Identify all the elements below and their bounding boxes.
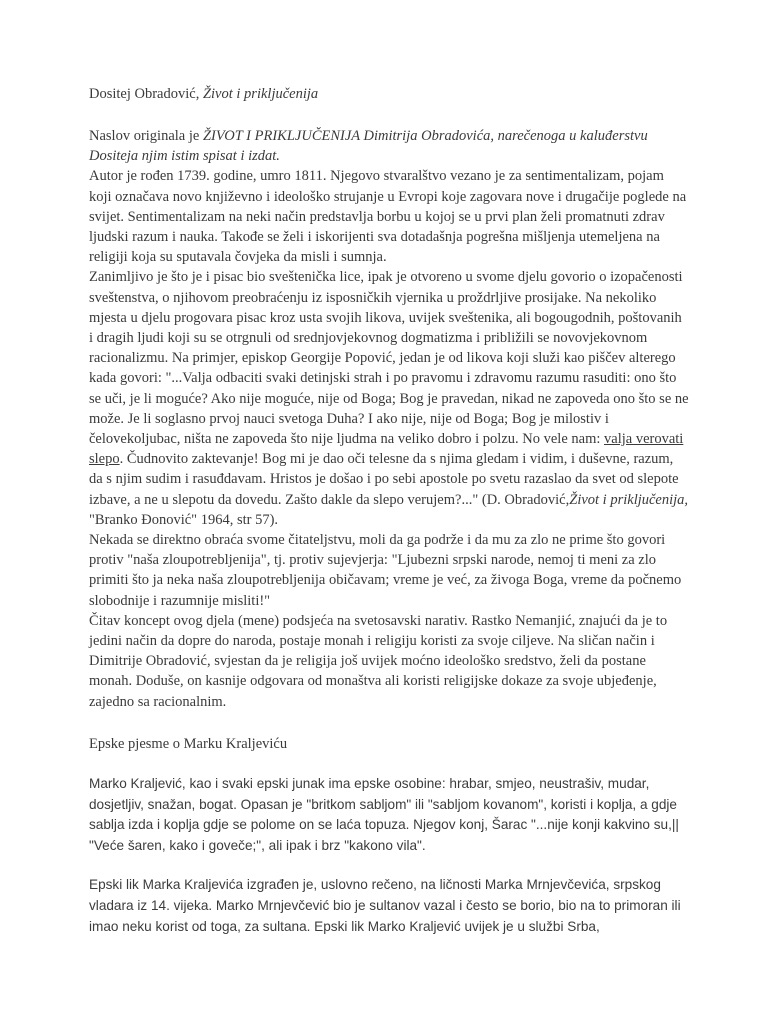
intro-lead: Naslov originala je <box>89 128 203 144</box>
paragraph-readers: Nekada se direktno obraća svome čitateljstvu, moli da ga podrže i da mu za zlo ne prime što govori protiv "naša zloupotrebljenija", tj. protiv sujevjerja: "Ljubezni srpski narode, nemoj ti meni za zlo primiti što ja neka naša zloupotrebljenija običavam; vreme je već, za živoga Boga, vreme da počnemo slobodnije i razumnije misliti!" <box>89 532 682 609</box>
document-title <box>89 84 689 104</box>
paragraph-priesthood-text-b: . Čudnovito zaktevanje! Bog mi je dao oči telesne da s njima gledam i vidim, i duševne, razum, da s njim sudim i rasuđdavam. Hristos je došao i po sebi apostole po svetu razaslao da svet od slepote izbave, a ne u slepotu da dovedu. Zašto dakle da slepo verujem?..." (D. Obradović, <box>89 451 679 508</box>
citation-title: Život i priključenija, <box>569 491 689 508</box>
intro-original-title: ŽIVOT I PRIKLJUČENIJA Dimitrija Obradovića, narečenoga u kaluđerstvu Dositeja njim istim spisat i izdat. <box>89 128 648 165</box>
paragraph-concept: Čitav koncept ovog djela (mene) podsjeća na svetosavski narativ. Rastko Nemanjić, znajući da je to jedini način da dopre do naroda, postaje monah i religiju koristi za svoje ciljeve. Na sličan način i Dimitrije Obradović, svjestan da je religija još uvijek moćno ideološko sredstvo, želi da postane monah. Doduše, on kasnije odgovara od monaštva ali koristi religijske dokaze za svoje ubjeđenje, zajedno sa racionalnim. <box>89 612 668 710</box>
author-name: Dositej Obradović, <box>89 86 200 102</box>
paragraph-marko-traits: Marko Kraljević, kao i svaki epski junak ima epske osobine: hrabar, smjeo, neustrašiv, mudar, dosjetljiv, snažan, bogat. Opasan je "britkom sabljom" ili "sabljom kovanom", koristi i koplja, a gdje sablja izda i koplja gdje se polome on se laća topuza. Njegov konj, Šarac "...nije konji kakvino su,|| "Veće šaren, kako i goveče;", ali ipak i brz "kakono vila". <box>89 775 679 854</box>
document-page <box>89 84 689 937</box>
paragraph-priesthood <box>89 267 689 530</box>
intro-paragraph <box>89 126 689 166</box>
citation-publisher: "Branko Đonović" 1964, str 57). <box>89 511 279 528</box>
paragraph-priesthood-text-a: Zanimljivo je što je i pisac bio sveštenička lice, ipak je otvoreno u svome djelu govorio o izopačenosti sveštenstva, o njihovom preobraćenju iz isposničkih vjernika u proždrljive prosijake. Na nekoliko mjesta u djelu progovara pisac kroz usta svojih likova, uvijek sveštenika, ali bogougodnih, poštovanih i dragih ljudi koji su se otrgnuli od srednjovjekovnog dogmatizma i približili se novovjekovnom racionalizmu. Na primjer, episkop Georgije Popović, jedan je od likova koji služi kao piščev alterego kada govori: "...Valja odbaciti svaki detinjski strah i po pravomu i zdravomu razumu rasuditi: ono što se uči, je li moguće? Ako nije moguće, nije od Boga; Bog je pravedan, nikad ne zapoveda ono što se ne može. Je li soglasno prvoj nauci svetoga Duha? I ako nije, nije od Boga; Bog je milostiv i čelovekoljubac, ništa ne zapoveda što nije ljudma na veliko dobro i polzu. No vele nam: <box>89 269 689 448</box>
section-heading: Epske pjesme o Marku Kraljeviću <box>89 735 288 752</box>
underlined-phrase: valja verovati slepo <box>89 431 684 468</box>
paragraph-author-bio: Autor je rođen 1739. godine, umro 1811. Njegovo stvaralštvo vezano je za sentimentalizam, pojam koji označava novo književno i ideološko strujanje u Evropi koje zagovara nove i drugačije poglede na svijet. Sentimentalizam na neki način predstavlja borbu u kojoj se u prvi plan želi promatnuti zdrav ljudski razum i nauka. Takođe se želi i iskorijenti sva dotadašnja pogrešna mišljenja utemeljena na religiji koja su sputavala čovjeka da misli i sumnja. <box>89 168 687 266</box>
paragraph-spacer <box>89 857 689 875</box>
paragraph-marko-history: Epski lik Marka Kraljevića izgrađen je, uslovno rečeno, na ličnosti Marka Mrnjevčevića, srpskog vladara iz 14. vijeka. Marko Mrnjevčević bio je sultanov vazal i često se borio, bio na to primoran ili imao neku korist od toga, za sultana. Epski lik Marko Kraljević uvijek je u službi Srba, <box>89 877 681 934</box>
work-title: Život i priključenija <box>202 86 319 102</box>
